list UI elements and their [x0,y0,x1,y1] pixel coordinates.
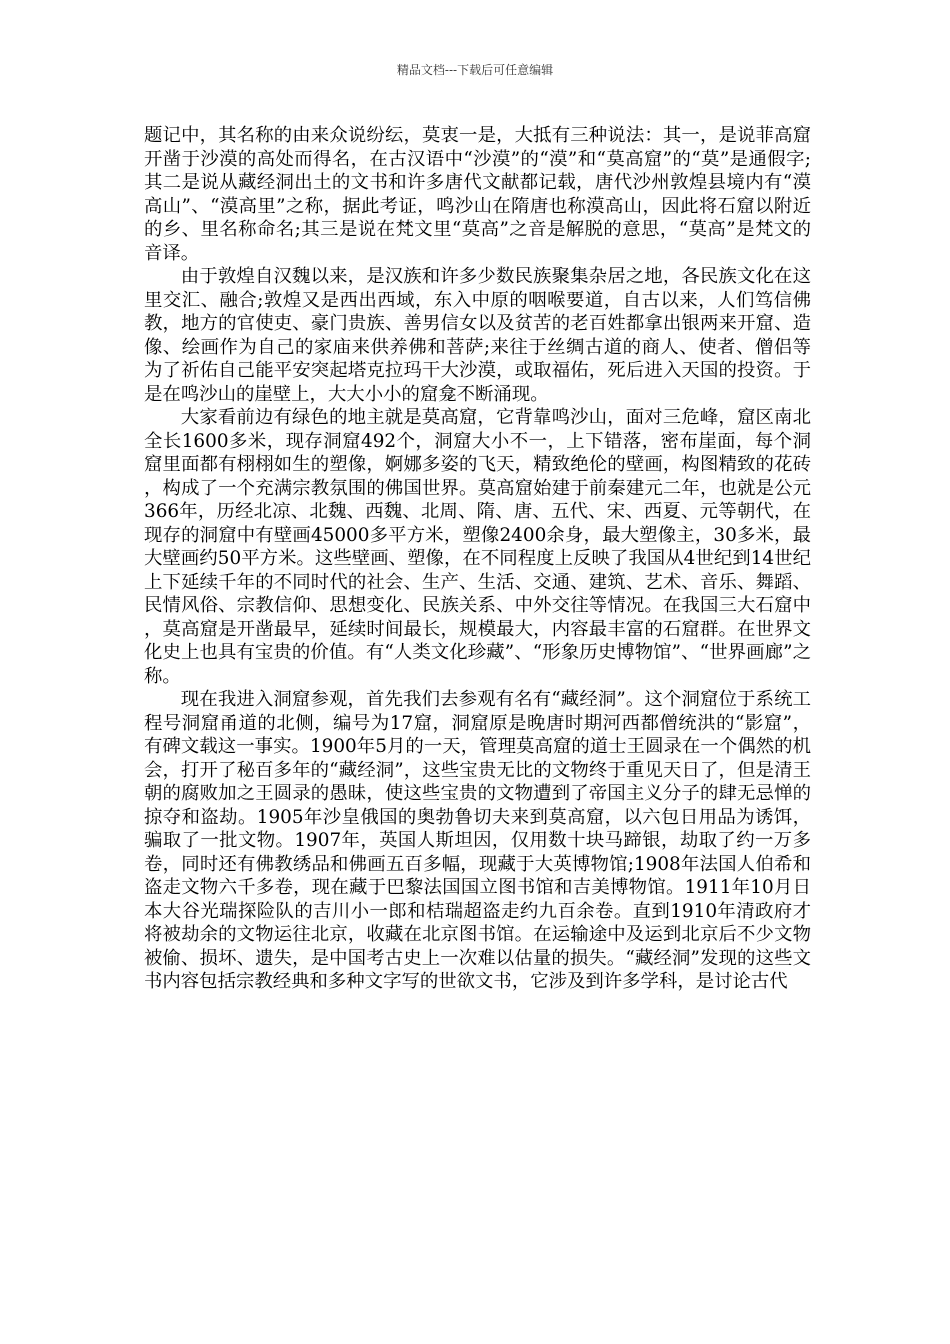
document-body [144,124,811,994]
paragraph-3: 大家看前边有绿色的地主就是莫高窟，它背靠鸣沙山，面对三危峰，窟区南北全长1600多米，现存洞窟492个，洞窟大小不一，上下错落，密布崖面，每个洞窟里面都有栩栩如生的塑像，婀娜多姿的飞天，精致绝伦的壁画，构图精致的花砖，构成了一个充满宗教氛围的佛国世界。莫高窟始建于前秦建元二年，也就是公元366年，历经北凉、北魏、西魏、北周、隋、唐、五代、宋、西夏、元等朝代，在现存的洞窟中有壁画45000多平方米，塑像2400余身，最大塑像主，30多米，最大壁画约50平方米。这些壁画、塑像，在不同程度上反映了我国从4世纪到14世纪上下延续千年的不同时代的社会、生产、生活、交通、建筑、艺术、音乐、舞蹈、民情风俗、宗教信仰、思想变化、民族关系、中外交往等情况。在我国三大石窟中，莫高窟是开凿最早，延续时间最长，规模最大，内容最丰富的石窟群。在世界文化史上也具有宝贵的价值。有“人类文化珍藏”、“形象历史博物馆”、“世界画廊”之称。 [144,407,811,687]
paragraph-4: 现在我进入洞窟参观，首先我们去参观有名有“藏经洞”。这个洞窟位于系统工程号洞窟甬道的北侧，编号为17窟，洞窟原是晚唐时期河西都僧统洪的“影窟”，有碑文载这一事实。1900年5月的一天，管理莫高窟的道士王圆录在一个偶然的机会，打开了秘百多年的“藏经洞”，这些宝贵无比的文物终于重见天日了，但是清王朝的腐败加之王圆录的愚昧，使这些宝贵的文物遭到了帝国主义分子的肆无忌惮的掠夺和盗劫。1905年沙皇俄国的奥勃鲁切夫来到莫高窟，以六包日用品为诱饵，骗取了一批文物。1907年，英国人斯坦因，仅用数十块马蹄银，劫取了约一万多卷，同时还有佛教绣品和佛画五百多幅，现藏于大英博物馆;1908年法国人伯希和盗走文物六千多卷，现在藏于巴黎法国国立图书馆和吉美博物馆。1911年10月日本大谷光瑞探险队的吉川小一郎和桔瑞超盗走约九百余卷。直到1910年清政府才将被劫余的文物运往北京，收藏在北京图书馆。在运输途中及运到北京后不少文物被偷、损坏、遗失，是中国考古史上一次难以估量的损失。“藏经洞”发现的这些文书内容包括宗教经典和多种文字写的世欲文书，它涉及到许多学科，是讨论古代 [144,689,811,992]
paragraph-1: 题记中，其名称的由来众说纷纭，莫衷一是，大抵有三种说法：其一，是说菲高窟开凿于沙漠的高处而得名，在古汉语中“沙漠”的“漠”和“莫高窟”的“莫”是通假字;其二是说从藏经洞出土的文书和许多唐代文献都记载，唐代沙州敦煌县境内有“漠高山”、“漠高里”之称，据此考证，鸣沙山在隋唐也称漠高山，因此将石窟以附近的乡、里名称命名;其三是说在梵文里“莫高”之音是解脱的意思，“莫高”是梵文的音译。 [144,125,811,264]
page-header: 精品文档---下载后可任意编辑 [396,63,554,77]
paragraph-2: 由于敦煌自汉魏以来，是汉族和许多少数民族聚集杂居之地，各民族文化在这里交汇、融合;敦煌又是西出西域，东入中原的咽喉要道，自古以来，人们笃信佛教，地方的官使吏、豪门贵族、善男信女以及贫苦的老百姓都拿出银两来开窟、造像、绘画作为自己的家庙来供养佛和菩萨;来往于丝绸古道的商人、使者、僧侣等为了祈佑自己能平安突起塔克拉玛干大沙漠，或取福佑，死后进入天国的投资。于是在鸣沙山的崖壁上，大大小小的窟龛不断涌现。 [144,266,811,405]
